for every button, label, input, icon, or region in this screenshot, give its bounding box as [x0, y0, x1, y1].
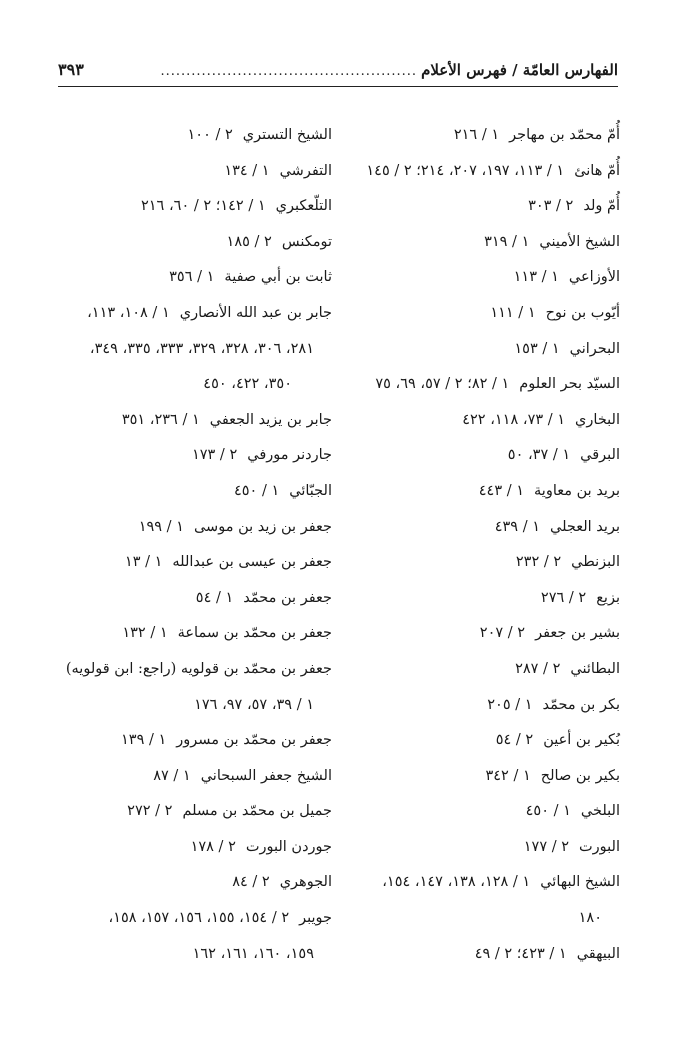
entry-name: جعفر بن محمّد بن سماعة [177, 625, 332, 642]
entry-pages: ١ / ١٢٨، ١٣٨، ١٤٧، ١٥٤، [382, 874, 531, 891]
index-entry [348, 474, 620, 510]
entry-pages: ٣٥٠، ٤٢٢، ٤٥٠ [203, 376, 292, 393]
index-entry [32, 118, 332, 154]
index-entry [348, 332, 620, 368]
entry-name: الشيخ البهائي [540, 874, 620, 891]
entry-pages: ١ / ٣٧، ٥٠ [507, 447, 571, 464]
entry-pages: ١ / ٣٩، ٥٧، ٩٧، ١٧٦ [194, 696, 314, 713]
index-entry [32, 296, 332, 332]
entry-pages: ٢ / ٢٨٧ [515, 660, 561, 677]
entry-name: التلّعكبري [275, 198, 332, 215]
entry-pages: ٢ / ٢٧٢ [127, 803, 173, 820]
entry-name: الشيخ جعفر السبحاني [200, 767, 332, 784]
index-entry [348, 830, 620, 866]
entry-name: أُمّ محمّد بن مهاجر [509, 127, 620, 143]
entry-pages: ١ / ٤٢٣؛ ٢ / ٤٩ [474, 945, 567, 962]
entry-pages: ١٥٩، ١٦٠، ١٦١، ١٦٢ [192, 945, 314, 962]
index-entry [348, 901, 620, 937]
entry-name: جابر بن عبد الله الأنصاري [179, 304, 332, 321]
entry-pages: ١ / ٢٣٦، ٣٥١ [121, 411, 200, 428]
index-entry [32, 545, 332, 581]
index-entry [348, 260, 620, 296]
entry-name: جعفر بن محمّد [243, 589, 332, 606]
index-entry [348, 403, 620, 439]
entry-pages: ٢ / ١٧٣ [191, 447, 238, 464]
entry-pages: ١ / ١١٣ [513, 269, 559, 286]
entry-pages: ١ / ٣٥٦ [169, 269, 215, 286]
index-entry [32, 260, 332, 296]
entry-name: البيهقي [576, 945, 620, 962]
index-entry [32, 759, 332, 795]
entry-pages: ٢ / ١٠٠ [187, 127, 233, 143]
entry-pages: ١ / ١٤٢؛ ٢ / ٦٠، ٢١٦ [140, 198, 266, 215]
entry-name: البرقي [580, 447, 620, 464]
entry-pages: ١ / ١٣٢ [122, 625, 168, 642]
entry-name: الجوهري [279, 874, 332, 891]
entry-pages: ١ / ١٣٤ [224, 162, 270, 179]
entry-name: السيّد بحر العلوم [519, 376, 620, 393]
index-column-left [32, 118, 332, 972]
entry-pages: ٢ / ٥٤ [495, 732, 534, 749]
index-entry [32, 616, 332, 652]
entry-name: جعفر بن محمّد بن قولويه (راجع: ابن قولويه) [65, 660, 332, 677]
entry-pages: ١ / ٤٤٣ [478, 482, 525, 499]
entry-name: جاردنر مورفي [247, 447, 332, 464]
entry-name: جميل بن محمّد بن مسلم [182, 803, 332, 820]
entry-pages: ٢ / ١٥٤، ١٥٥، ١٥٦، ١٥٧، ١٥٨، [108, 910, 290, 927]
entry-name: جويبر [299, 910, 332, 927]
entry-pages: ٢ / ٢٠٧ [479, 625, 526, 642]
index-entry [32, 652, 332, 688]
index-entry [348, 438, 620, 474]
entry-name: جابر بن يزيد الجعفي [209, 411, 332, 428]
entry-pages: ١ / ٤٥٠ [525, 803, 571, 820]
entry-pages: ١ / ٨٢؛ ٢ / ٥٧، ٦٩، ٧٥ [375, 376, 510, 393]
index-entry [348, 510, 620, 546]
running-header [58, 60, 618, 86]
index-entry [348, 688, 620, 724]
entry-pages: ١ / ٤٣٩ [494, 518, 541, 535]
entry-pages: ١ / ٢١٦ [453, 127, 500, 143]
index-entry [32, 830, 332, 866]
entry-pages: ٢ / ٨٤ [232, 874, 270, 891]
entry-name: البطائني [570, 660, 620, 677]
index-entry [348, 794, 620, 830]
entry-pages: ١ / ٢٠٥ [487, 696, 533, 713]
header-title: الفهارس العامّة / فهرس الأعلام [421, 61, 618, 79]
entry-name: الأوزاعي [568, 269, 620, 286]
index-entry [32, 403, 332, 439]
entry-pages: ١ / ٥٤ [195, 589, 234, 606]
entry-name: جوردن البورت [245, 838, 332, 855]
index-entry [348, 616, 620, 652]
entry-name: بزيع [596, 589, 620, 606]
index-entry [32, 723, 332, 759]
index-entry [32, 865, 332, 901]
entry-name: جعفر بن زيد بن موسى [193, 518, 332, 535]
index-entry [32, 154, 332, 190]
entry-name: البحراني [569, 340, 620, 357]
index-entry [32, 581, 332, 617]
entry-pages: ١ / ١١٣، ١٩٧، ٢٠٧، ٢١٤؛ ٢ / ١٤٥ [366, 162, 565, 179]
header-rule [58, 86, 618, 87]
entry-name: تومكنس [281, 233, 332, 250]
entry-name: البزنطي [571, 554, 620, 571]
entry-pages: ٢ / ٢٣٢ [515, 554, 562, 571]
entry-pages: ١ / ٧٣، ١١٨، ٤٢٢ [462, 411, 566, 428]
entry-pages: ١ / ٨٧ [153, 767, 191, 784]
entry-pages: ٢ / ٢٧٦ [540, 589, 587, 606]
index-entry [32, 937, 332, 973]
entry-name: الشيخ الأميني [539, 233, 620, 250]
entry-pages: ١٨٠ [578, 910, 602, 927]
entry-name: البورت [579, 838, 620, 855]
index-entry [32, 332, 332, 368]
entry-name: البلخي [580, 803, 620, 820]
entry-name: الجبّائي [289, 482, 332, 499]
entry-pages: ٢ / ١٧٨ [190, 838, 236, 855]
entry-pages: ٢ / ١٨٥ [226, 233, 272, 250]
index-entry [348, 865, 620, 901]
index-entry [348, 937, 620, 973]
entry-name: الشيخ التستري [242, 127, 332, 143]
index-entry [348, 581, 620, 617]
entry-pages: ٢ / ٣٠٣ [528, 198, 574, 215]
entry-name: بريد العجلي [550, 518, 620, 535]
entry-pages: ١ / ١١١ [490, 304, 536, 321]
index-entry [32, 688, 332, 724]
index-entry [32, 225, 332, 261]
entry-pages: ١ / ١٣ [124, 554, 163, 571]
entry-name: أُمّ ولد [583, 198, 620, 215]
index-entry [348, 225, 620, 261]
index-entry [348, 189, 620, 225]
index-entry [348, 759, 620, 795]
header-leader-dots: .................................................. [160, 64, 418, 79]
entry-pages: ٢ / ١٧٧ [523, 838, 570, 855]
index-entry [32, 510, 332, 546]
index-entry [348, 545, 620, 581]
index-entry [348, 723, 620, 759]
index-entry [32, 474, 332, 510]
entry-name: أيّوب بن نوح [545, 304, 620, 321]
index-column-right [348, 118, 620, 972]
entry-pages: ١ / ٣١٩ [484, 233, 530, 250]
entry-pages: ١ / ١٠٨، ١١٣، [87, 304, 170, 321]
index-entry [348, 652, 620, 688]
entry-name: بريد بن معاوية [534, 482, 620, 499]
entry-name: جعفر بن محمّد بن مسرور [176, 732, 332, 749]
page-number: ٣٩٣ [58, 60, 84, 79]
index-entry [348, 118, 620, 154]
entry-pages: ١ / ١٩٩ [138, 518, 184, 535]
entry-name: بُكير بن أعين [543, 732, 620, 749]
index-entry [32, 901, 332, 937]
index-entry [348, 367, 620, 403]
index-entry [32, 438, 332, 474]
entry-pages: ٢٨١، ٣٠٦، ٣٢٨، ٣٢٩، ٣٣٣، ٣٣٥، ٣٤٩، [89, 340, 314, 357]
entry-name: بشير بن جعفر [535, 625, 620, 642]
entry-name: التفرشي [279, 162, 332, 179]
entry-pages: ١ / ١٥٣ [514, 340, 560, 357]
index-entry [32, 367, 332, 403]
entry-name: أُمّ هانئ [574, 162, 620, 179]
entry-name: بكر بن محمّد [542, 696, 620, 713]
index-entry [348, 154, 620, 190]
index-entry [348, 296, 620, 332]
entry-pages: ١ / ٣٤٢ [485, 767, 531, 784]
index-entry [32, 794, 332, 830]
index-entry [32, 189, 332, 225]
entry-pages: ١ / ١٣٩ [121, 732, 167, 749]
entry-name: ثابت بن أبي صفية [224, 269, 332, 286]
entry-pages: ١ / ٤٥٠ [233, 482, 280, 499]
entry-name: بكير بن صالح [540, 767, 620, 784]
entry-name: البخاري [575, 411, 620, 428]
entry-name: جعفر بن عيسى بن عبدالله [172, 554, 332, 571]
